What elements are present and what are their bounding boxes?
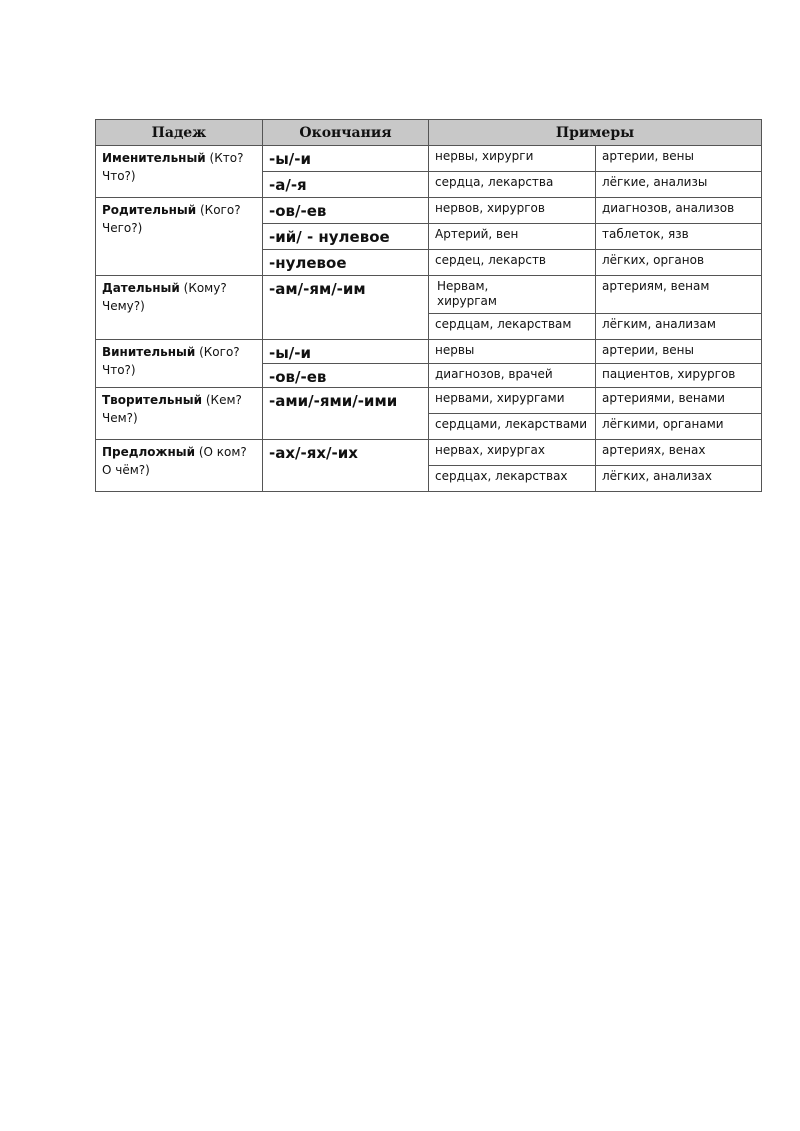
example-cell: артериями, венами (596, 388, 762, 414)
ending-cell (263, 198, 429, 224)
example-cell: нервов, хирургов (429, 198, 596, 224)
table-row (96, 146, 762, 172)
example-cell: диагнозов, анализов (596, 198, 762, 224)
example-cell: лёгким, анализам (596, 314, 762, 340)
ending: -ы/-и (269, 344, 312, 362)
case-question: (Кого? Что?) (102, 345, 240, 377)
table-row (96, 340, 762, 364)
example-cell: сердцах, лекарствах (429, 466, 596, 492)
ending-cell (263, 388, 429, 440)
ending-cell (263, 250, 429, 276)
case-name: Именительный (102, 151, 206, 165)
ending-cell (263, 276, 429, 340)
case-question: (Кем? Чем?) (102, 393, 242, 425)
example-cell: лёгкими, органами (596, 414, 762, 440)
case-name: Винительный (102, 345, 196, 359)
case-cell (96, 198, 263, 276)
case-cell (96, 440, 263, 492)
ending-cell (263, 340, 429, 364)
example-cell: сердец, лекарств (429, 250, 596, 276)
example-cell: сердцами, лекарствами (429, 414, 596, 440)
table-row (96, 198, 762, 224)
case-question: (О ком? О чём?) (102, 445, 247, 477)
table-row (96, 440, 762, 466)
case-name: Предложный (102, 445, 195, 459)
ending: -ий/ - нулевое (269, 228, 390, 246)
ending: -ов/-ев (269, 202, 327, 220)
ending-cell (263, 440, 429, 492)
header-case: Падеж (96, 120, 263, 146)
example-cell: Артерий, вен (429, 224, 596, 250)
case-name: Творительный (102, 393, 203, 407)
table-row (96, 388, 762, 414)
header-row (96, 120, 762, 146)
example-cell: сердцам, лекарствам (429, 314, 596, 340)
case-cell (96, 146, 263, 198)
ending-cell (263, 172, 429, 198)
ending: -ам/-ям/-им (269, 280, 366, 298)
ending: -ах/-ях/-их (269, 444, 358, 462)
example-cell: нервами, хирургами (429, 388, 596, 414)
example-cell: артерии, вены (596, 340, 762, 364)
case-cell (96, 340, 263, 388)
example-cell: лёгких, анализах (596, 466, 762, 492)
header-endings: Окончания (263, 120, 429, 146)
example-cell: таблеток, язв (596, 224, 762, 250)
example-cell: пациентов, хирургов (596, 364, 762, 388)
case-question: (Кто? Что?) (102, 151, 244, 183)
ending-cell (263, 224, 429, 250)
case-question: (Кому? Чему?) (102, 281, 227, 313)
case-cell (96, 388, 263, 440)
ending-cell (263, 146, 429, 172)
example-cell: артерии, вены (596, 146, 762, 172)
ending: -нулевое (269, 254, 347, 272)
example-cell: Нервам, хирургам (429, 276, 596, 314)
example-cell: нервы, хирурги (429, 146, 596, 172)
ending: -ов/-ев (269, 368, 327, 386)
example-cell: сердца, лекарства (429, 172, 596, 198)
ending: -ы/-и (269, 150, 312, 168)
example-cell: нервах, хирургах (429, 440, 596, 466)
case-name: Родительный (102, 203, 197, 217)
example-cell: диагнозов, врачей (429, 364, 596, 388)
case-cell (96, 276, 263, 340)
case-endings-table (95, 119, 762, 492)
case-question: (Кого? Чего?) (102, 203, 241, 235)
ending: -ами/-ями/-ими (269, 392, 398, 410)
case-name: Дательный (102, 281, 180, 295)
header-examples: Примеры (429, 120, 762, 146)
example-cell: артериям, венам (596, 276, 762, 314)
ending-cell (263, 364, 429, 388)
example-cell: нервы (429, 340, 596, 364)
example-cell: артериях, венах (596, 440, 762, 466)
table-row (96, 276, 762, 314)
example-cell: лёгкие, анализы (596, 172, 762, 198)
ending: -а/-я (269, 176, 307, 194)
example-cell: лёгких, органов (596, 250, 762, 276)
